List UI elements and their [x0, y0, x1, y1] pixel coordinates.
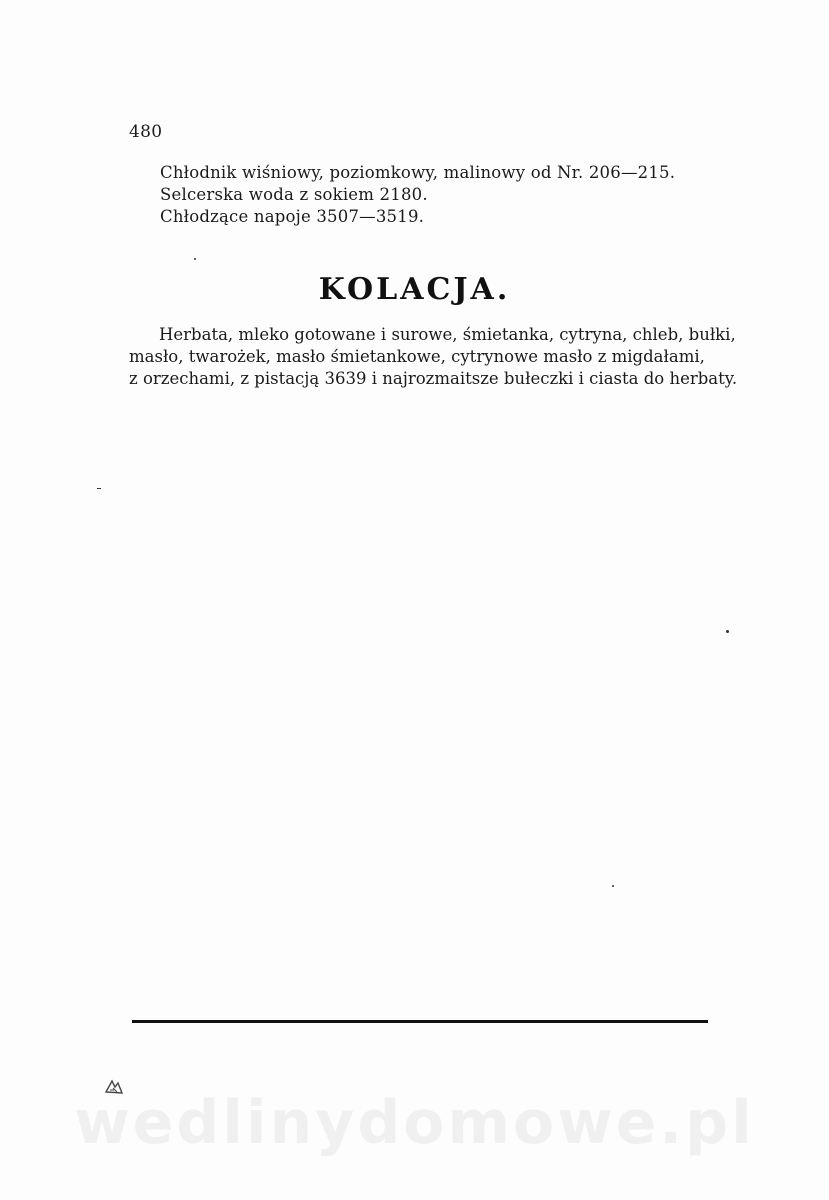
- body-line: z orzechami, z pistacją 3639 i najrozmaitsze bułeczki i ciasta do herbaty.: [129, 369, 738, 388]
- body-paragraph: [129, 324, 738, 390]
- intro-line: Selcerska woda z sokiem 2180.: [160, 185, 428, 204]
- section-title: KOLACJA.: [318, 272, 511, 307]
- body-line: Herbata, mleko gotowane i surowe, śmietanka, cytryna, chleb, bułki,: [159, 325, 736, 344]
- page-number: 480: [129, 122, 163, 142]
- intro-references: [160, 162, 675, 228]
- scan-speck: [97, 488, 101, 489]
- watermark: wedlinydomowe.pl: [74, 1088, 755, 1158]
- scan-speck: [612, 885, 614, 887]
- intro-line: Chłodnik wiśniowy, poziomkowy, malinowy od Nr. 206—215.: [160, 163, 676, 182]
- horizontal-rule: [132, 1020, 708, 1023]
- scan-speck: [194, 258, 196, 260]
- library-stamp-icon: [104, 1078, 124, 1096]
- scan-speck: [726, 630, 729, 633]
- intro-line: Chłodzące napoje 3507—3519.: [160, 207, 425, 226]
- body-line: masło, twarożek, masło śmietankowe, cytrynowe masło z migdałami,: [129, 347, 705, 366]
